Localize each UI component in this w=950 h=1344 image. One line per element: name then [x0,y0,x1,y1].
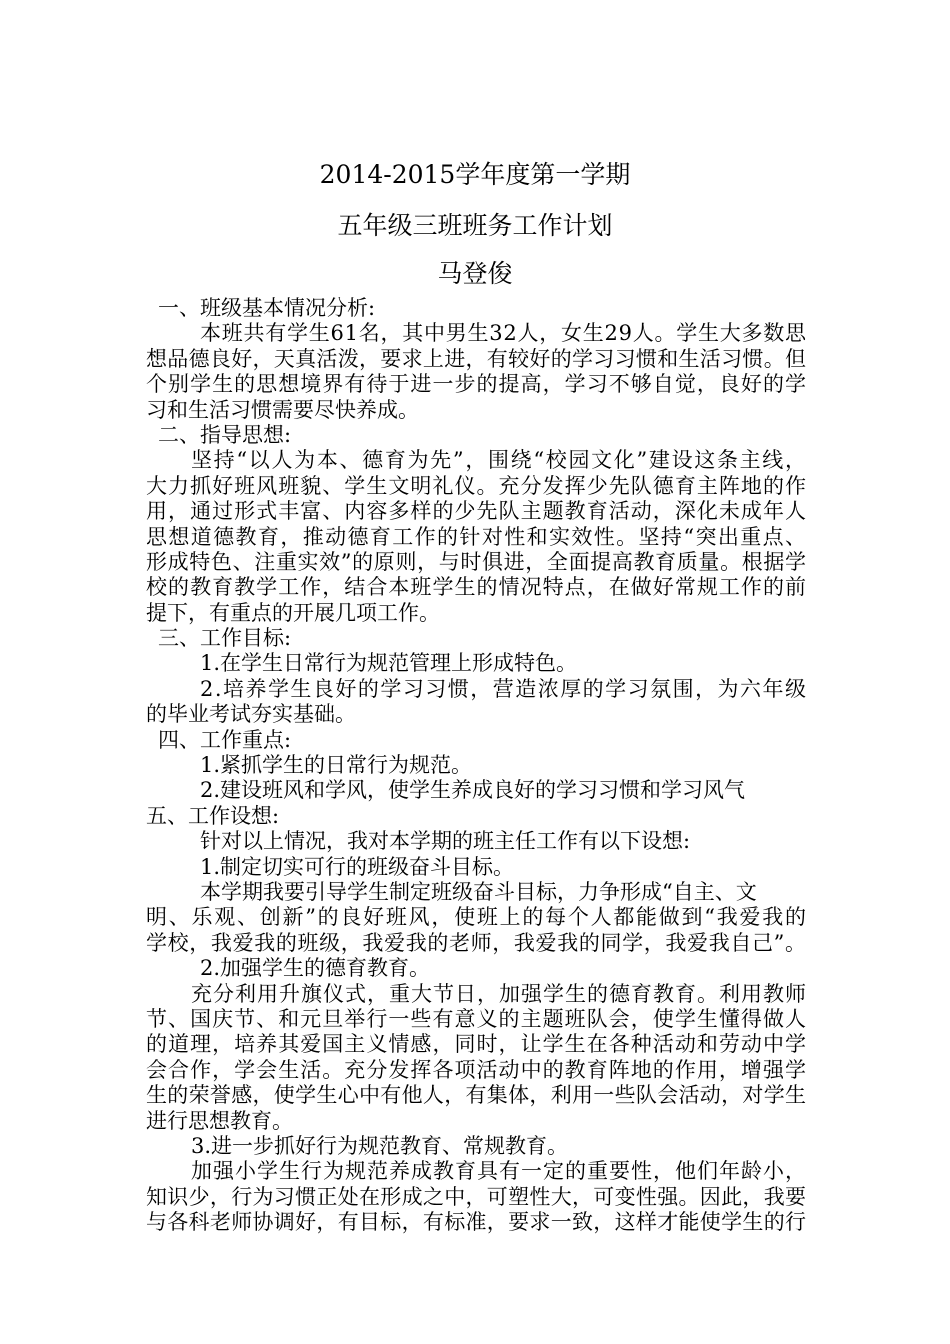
text-line: 2.建设班风和学风，使学生养成良好的学习习惯和学习风气 [200,778,746,803]
text-line: 三、工作目标: [158,626,292,651]
text-line: 学校，我爱我的班级，我爱我的老师，我爱我的同学，我爱我自己”。 [146,930,807,955]
text-line: 生的荣誉感，使学生心中有他人，有集体，利用一些队会活动，对学生 [146,1083,807,1108]
document-subtitle: 五年级三班班务工作计划 [337,211,613,240]
text-line: 2.加强学生的德育教育。 [200,956,431,981]
document-title: 2014-2015学年度第一学期 [319,160,631,189]
text-line: 节、国庆节、和元旦举行一些有意义的主题班队会，使学生懂得做人 [146,1006,808,1031]
text-line: 明、乐观、创新”的良好班风，使班上的每个人都能做到“我爱我的 [146,905,808,930]
text-line: 四、工作重点: [158,727,292,752]
text-line: 形成特色、注重实效”的原则，与时俱进，全面提高教育质量。根据学 [146,549,807,574]
text-line: 一、班级基本情况分析: [158,296,376,320]
text-line: 进行思想教育。 [146,1108,293,1133]
text-line: 提下，有重点的开展几项工作。 [146,600,440,625]
text-line: 本班共有学生61名，其中男生32人，女生29人。学生大多数思 [200,321,807,346]
text-line: 与各科老师协调好，有目标，有标准，要求一致，这样才能使学生的行 [146,1210,807,1235]
text-line: 的毕业考试夯实基础。 [146,702,356,727]
document-body [146,296,818,1235]
text-line: 五、工作设想: [146,803,280,828]
text-line: 坚持“以人为本、德育为先”，围绕“校园文化”建设这条主线， [191,448,808,473]
text-line: 加强小学生行为规范养成教育具有一定的重要性，他们年龄小， [191,1159,807,1184]
text-line: 针对以上情况，我对本学期的班主任工作有以下设想: [200,829,691,854]
text-line: 大力抓好班风班貌、学生文明礼仪。充分发挥少先队德育主阵地的作 [146,473,808,498]
text-line: 本学期我要引导学生制定班级奋斗目标，力争形成“自主、文 [200,879,757,904]
text-line: 3.进一步抓好行为规范教育、常规教育。 [191,1133,569,1158]
text-line: 个别学生的思想境界有待于进一步的提高，学习不够自觉，良好的学 [146,372,808,397]
text-line: 1.制定切实可行的班级奋斗目标。 [200,854,515,879]
text-line: 思想道德教育，推动德育工作的针对性和实效性。坚持“突出重点、 [146,524,808,549]
text-line: 用，通过形式丰富、内容多样的少先队主题教育活动，深化未成年人 [146,499,808,524]
text-line: 充分利用升旗仪式，重大节日，加强学生的德育教育。利用教师 [191,981,807,1006]
document-author: 马登俊 [437,259,513,288]
text-line: 的道理，培养其爱国主义情感，同时，让学生在各种活动和劳动中学 [146,1032,808,1057]
text-line: 二、指导思想: [158,422,292,447]
text-line: 会合作，学会生活。充分发挥各项活动中的教育阵地的作用，增强学 [146,1057,808,1082]
text-line: 校的教育教学工作，结合本班学生的情况特点，在做好常规工作的前 [146,575,808,600]
text-line: 知识少，行为习惯正处在形成之中，可塑性大，可变性强。因此，我要 [146,1184,807,1209]
text-line: 2.培养学生良好的学习习惯，营造浓厚的学习氛围，为六年级 [200,676,808,701]
text-line: 1.紧抓学生的日常行为规范。 [200,753,473,778]
text-line: 1.在学生日常行为规范管理上形成特色。 [200,651,578,676]
text-line: 想品德良好，天真活泼，要求上进，有较好的学习习惯和生活习惯。但 [146,346,807,371]
text-line: 习和生活习惯需要尽快养成。 [146,397,419,422]
